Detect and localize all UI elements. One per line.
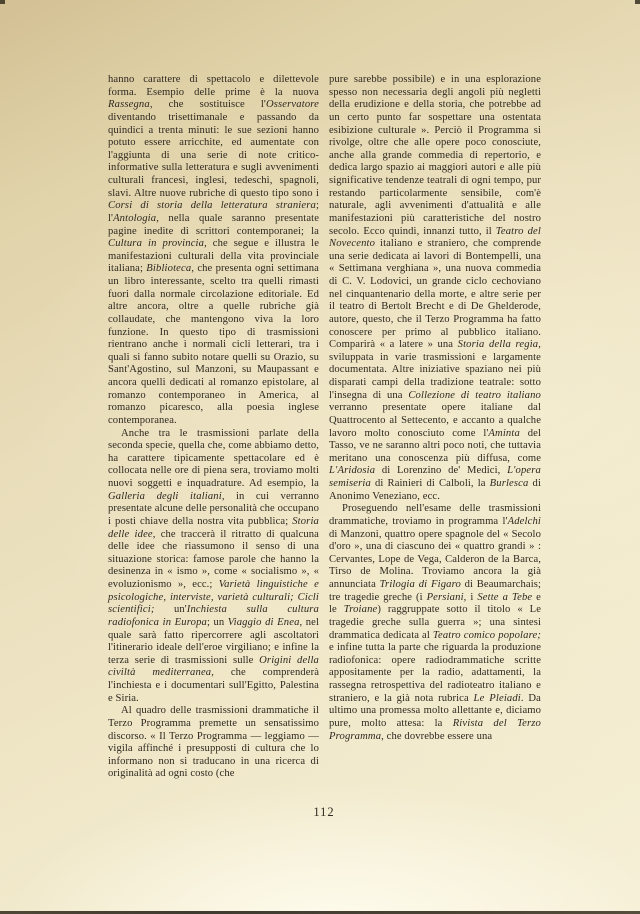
text-column-right [329, 74, 541, 743]
paragraph: pure sarebbe possibile) e in una esplorazione spesso non necessaria degli angoli più negletti della erudizione e della storia, che potrebbe ad un certo punto far sospettare una ostentata esibizione culturale ». Perciò il Programma si rivolge, oltre che alle opere poco conosciute, anche alla grande commedia di repertorio, e dedica largo spazio ai maggiori autori e alle più significative tendenze teatrali di ogni tempo, pur restando particolarmente sensibile, com'è naturale, agli avvenimenti d'attualità e alle manifestazioni più caratteristiche del nostro secolo. Ecco quindi, innanzi tutto, il Teatro del Novecento italiano e straniero, che comprende una serie dedicata ai lavori di Bontempelli, una « Settimana verghiana », una nuova commedia di C. V. Lodovici, un grande ciclo cechoviano nel cinquantenario della morte, e altre serie per il teatro di Bertolt Brecht e di De Ghelderode, autore, questo, che il Terzo Programma ha fatto conoscere per primo al pubblico italiano. Comparirà « a latere » una Storia della regìa, sviluppata in varie trasmissioni e largamente documentata. Altre iniziative spaziano nei più disparati campi della tradizione teatrale: sotto l'insegna di una Collezione di teatro italiano verranno presentate opere italiane dal Quattrocento al Settecento, e accanto a qualche lavoro molto conosciuto come l'Aminta del Tasso, ve ne saranno altri poco noti, che tuttavia meritano una conoscenza più diffusa, come L'Aridosia di Lorenzino de' Medici, L'opera semiseria di Rainieri di Calboli, la Burlesca di Anonimo Veneziano, ecc. [329, 74, 541, 502]
scan-corner-speck [0, 0, 5, 4]
page-number: 112 [313, 805, 335, 819]
text-column-left [108, 74, 319, 781]
paragraph: hanno carattere di spettacolo e dilettevole forma. Esempio delle prime è la nuova Rassegna, che sostituisce l'Osservatore diventando trisettimanale e passando da quindici a trenta minuti: le sue sezioni hanno potuto essere arricchite, ed aumentate con l'aggiunta di una serie di note critico-informative sulla letteratura e sugli avvenimenti culturali francesi, inglesi, tedeschi, spagnoli, slavi. Altre nuove rubriche di questo tipo sono i Corsi di storia della letteratura straniera; l'Antologia, nella quale saranno presentate pagine inedite di scrittori contemporanei; la Cultura in provincia, che segue e illustra le manifestazioni culturali della vita provinciale italiana; Biblioteca, che presenta ogni settimana un libro interessante, scelto tra quelli rimasti fuori dalla normale circolazione editoriale. Ed altre ancora, oltre a quelle rubriche già collaudate, che mantengono viva la loro funzione. In questo tipo di trasmissioni rientrano anche i normali cicli letterari, tra i quali si fanno subito notare quelli su Orazio, su Sant'Agostino, sul Manzoni, su Maupassant e ancora quelli dedicati al romanzo epistolare, al romanzo contemporaneo in America, al romanzo picaresco, alla poesia inglese contemporanea. [108, 74, 320, 426]
paragraph: Anche tra le trasmissioni parlate della seconda specie, quella che, come abbiamo detto, ha carattere tipicamente spettacolare ed è collocata nelle ore di piena sera, troviamo molti nuovi soggetti e inquadrature. Ad esempio, la Galleria degli italiani, in cui verranno presentate alcune delle personalità che occupano i posti chiave della nostra vita pubblica; Storia delle idee, che traccerà il ritratto di qualcuna delle idee che riassumono il senso di una situazione storica: famose parole che hanno la desinenza in « ismo », come « socialismo », « evoluzionismo », ecc.; Varietà linguistiche e psicologiche, interviste, varietà culturali; Cicli scientifici; un'Inchiesta sulla cultura radiofonica in Europa; un Viaggio di Enea, nel quale sarà fatto ripercorrere agli ascoltatori l'itinerario ideale dell'eroe virgiliano; e infine la terza serie di trasmissioni sulle Origini della civiltà mediterranea, che comprenderà l'inchiesta e i documentari sull'Egitto, Palestina e Siria. [108, 427, 320, 704]
scan-corner-speck [635, 0, 640, 4]
paragraph: Al quadro delle trasmissioni drammatiche il Terzo Programma premette un sensatissimo discorso. « Il Terzo Programma — leggiamo — vigila affinché i presupposti di cultura che lo informano non si traducano in una ricerca di originalità ad ogni costo (che [108, 705, 319, 780]
paragraph: Proseguendo nell'esame delle trasmissioni drammatiche, troviamo in programma l'Adelchi di Manzoni, quattro opere spagnole del « Secolo d'oro », una di ciascuno dei « quattro grandi » : Cervantes, Lope de Vega, Calderon de la Barca, Tirso de Molina. Troviamo ancora la già annunciata Trilogia di Figaro di Beaumarchais; tre tragedie greche (i Persiani, i Sette a Tebe e le Troiane) raggruppate sotto il titolo « Le tragedie greche sulla guerra »; una sintesi drammatica dedicata al Teatro comico popolare; e infine tutta la parte che riguarda la produzione radiofonica: opere radiodrammatiche scritte appositamente per la radio, adattamenti, la rassegna retrospettiva del radioteatro italiano e straniero, e la già nota rubrica Le Pleiadi. Da ultimo una promessa molto allettante e, diciamo pure, molto attesa: la Rivista del Terzo Programma, che dovrebbe essere una [329, 503, 542, 742]
